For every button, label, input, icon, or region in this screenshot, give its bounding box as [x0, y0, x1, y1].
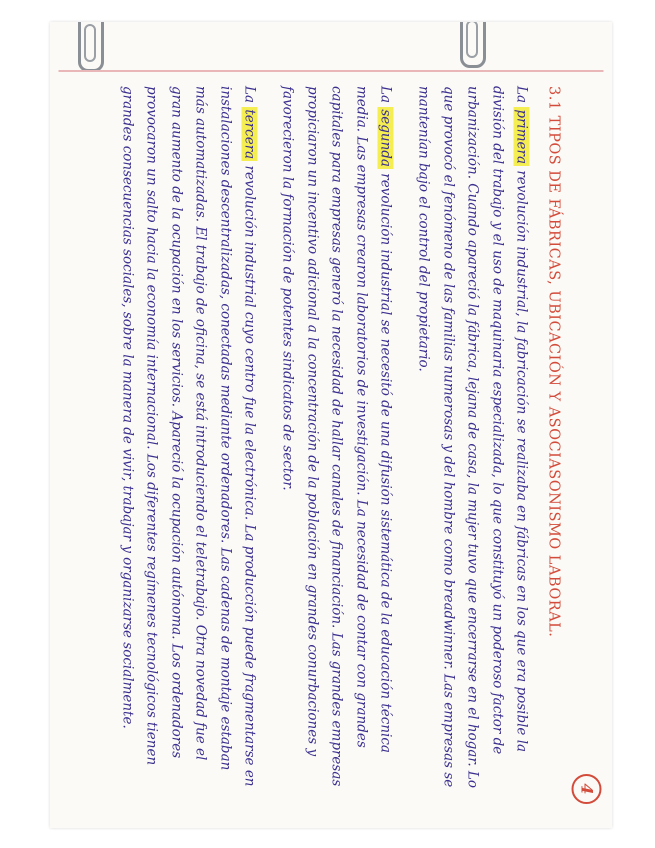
paragraph-prefix: La	[377, 86, 394, 108]
paragraph-segunda	[275, 86, 397, 794]
paragraph-prefix: La	[241, 86, 258, 108]
handwritten-content	[73, 86, 562, 794]
paragraph-tercera	[115, 86, 261, 794]
paragraph-prefix: La	[513, 86, 530, 108]
paragraph-text: revolución industrial cuyo centro fue la electrónica. La producción puede fragmentarse en instalaciones descentralizadas, conectadas mediante ordenadores. Las cadenas de montaje estaban más automatizadas. El trabajo de oficina, se está introduciendo el teletrabajo. Otra novedad fue el gran aumento de la ocupación en los servicios. Apareció la ocupación autónoma. Los ordenadores provocaron un salto hacia la economía internacional. Los diferentes regímenes tecnológicos tienen grandes consecuencias sociales, sobre la manera de vivir, trabajar y organizarse socialmente.	[119, 86, 258, 787]
paragraph-primera	[411, 86, 533, 794]
section-heading: 3.1 TIPOS DE FÁBRICAS, UBICACIÓN Y ASOCIASONISMO LABORAL.	[545, 86, 562, 638]
rotated-sheet	[59, 30, 604, 820]
paragraph-text: revolución industrial se necesitó de una difusión sistemática de la educación técnica media. Las empresas crearon laboratorios de investigación. La necesidad de contar con grandes capitales para empresas generó la necesidad de hallar canales de financiación. Las grandes empresas propiciaron un incentivo adicional a la concentración de la población en grandes conurbaciones y favorecieron la formación de potentes sindicatos de sector.	[279, 86, 394, 787]
notebook-page	[50, 22, 612, 828]
margin-line	[59, 70, 604, 72]
keyword-highlight: segunda	[377, 109, 394, 167]
page-number: 4	[572, 774, 602, 804]
keyword-highlight: tercera	[241, 109, 258, 160]
paragraph-text: revolución industrial, la fabricación se realizaba en fábricas en los que era posible la división del trabajo y el uso de maquinaria especializada, lo que constituyó un poderoso factor de urbanización. Cuando apareció la fábrica, lejana de casa, la mujer tuvo que encerrarse en el hogar. Lo que provocó el fenómeno de las familias numerosas y del hombre como breadwinner. Las empresas se mantenían bajo el control del propietario.	[415, 86, 530, 789]
keyword-highlight: primera	[513, 109, 530, 165]
